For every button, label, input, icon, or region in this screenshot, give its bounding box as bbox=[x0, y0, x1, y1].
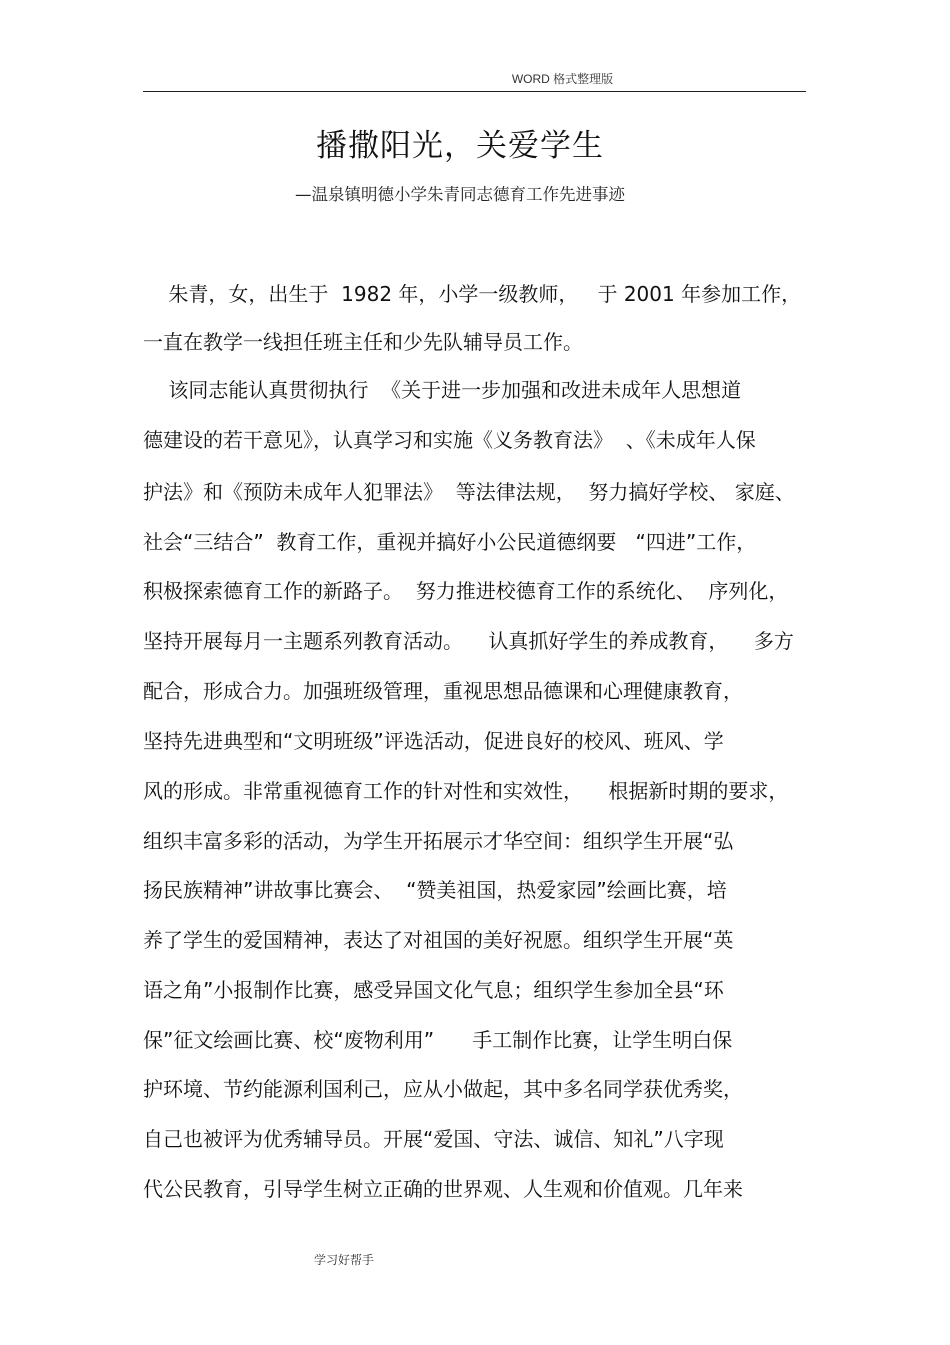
body-line: 一直在教学一线担任班主任和少先队辅导员工作。 bbox=[143, 330, 583, 354]
body-line: 风的形成。非常重视德育工作的针对性和实效性， 根据新时期的要求， bbox=[143, 779, 789, 803]
body-line: 养了学生的爱国精神，表达了对祖国的美好祝愿。组织学生开展“英 bbox=[143, 928, 734, 952]
body-line: 护环境、节约能源利国利己，应从小做起，其中多名同学获优秀奖， bbox=[143, 1077, 743, 1101]
footer-label: 学习好帮手 bbox=[314, 1253, 375, 1267]
body-line: 组织丰富多彩的活动，为学生开拓展示才华空间：组织学生开展“弘 bbox=[143, 829, 734, 853]
body-line: 扬民族精神”讲故事比赛会、 “赞美祖国，热爱家园”绘画比赛，培 bbox=[143, 878, 727, 902]
header-divider bbox=[143, 91, 806, 92]
body-line: 配合，形成合力。加强班级管理，重视思想品德课和心理健康教育， bbox=[143, 679, 743, 703]
body-line: 护法》和《预防未成年人犯罪法》 等法律法规， 努力搞好学校、 家庭、 bbox=[143, 480, 795, 504]
body-line: 语之角”小报制作比赛，感受异国文化气息；组织学生参加全县“环 bbox=[143, 978, 724, 1002]
body-line: 积极探索德育工作的新路子。 努力推进校德育工作的系统化、 序列化， bbox=[143, 579, 789, 603]
document-subtitle: —温泉镇明德小学朱青同志德育工作先进事迹 bbox=[295, 185, 625, 204]
body-line: 德建设的若干意见》，认真学习和实施《义务教育法》 、《未成年人保 bbox=[143, 428, 756, 452]
header-label: WORD 格式整理版 bbox=[511, 72, 614, 86]
body-line: 代公民教育，引导学生树立正确的世界观、人生观和价值观。几年来 bbox=[143, 1177, 743, 1201]
body-line: 社会“三结合” 教育工作，重视并搞好小公民道德纲要 “四进”工作， bbox=[143, 530, 757, 554]
body-line: 保”征文绘画比赛、校“废物利用” 手工制作比赛，让学生明白保 bbox=[143, 1028, 733, 1052]
body-line: 坚持先进典型和“文明班级”评选活动，促进良好的校风、班风、学 bbox=[143, 729, 724, 753]
body-line: 朱青，女，出生于 1982 年，小学一级教师， 于 2001 年参加工作， bbox=[143, 282, 802, 306]
body-line: 自己也被评为优秀辅导员。开展“爱国、守法、诚信、知礼”八字现 bbox=[143, 1127, 724, 1151]
body-line: 坚持开展每月一主题系列教育活动。 认真抓好学生的养成教育， 多方 bbox=[143, 629, 794, 653]
body-line: 该同志能认真贯彻执行 《关于进一步加强和改进未成年人思想道 bbox=[143, 378, 742, 402]
document-title: 播撒阳光，关爱学生 bbox=[316, 128, 604, 164]
